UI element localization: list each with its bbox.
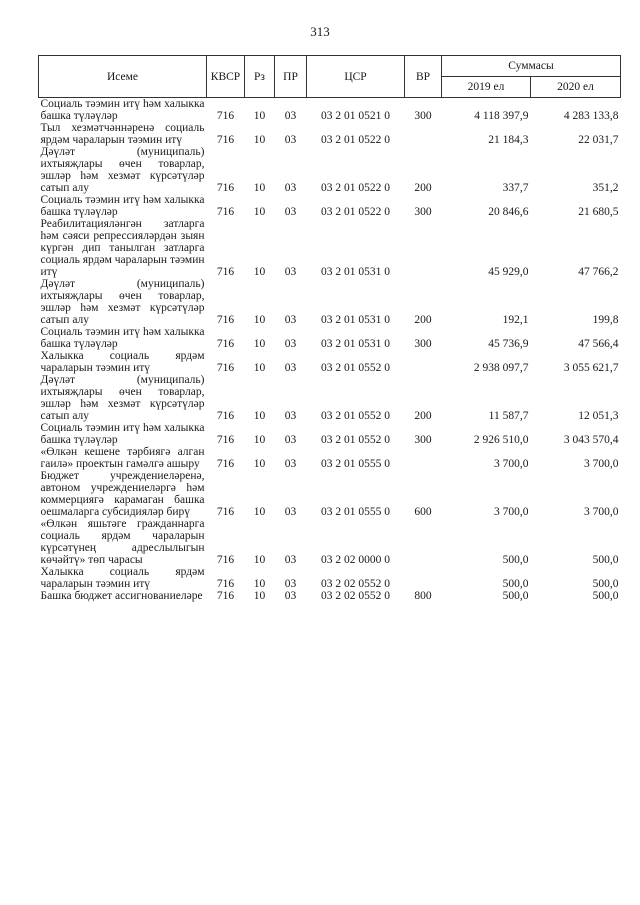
cell-amount-2020: 47 566,4 [578,338,619,350]
table-row [39,122,621,146]
cell-vr [405,350,442,374]
cell-amount-2019: 500,0 [502,590,529,602]
cell-rz: 10 [253,506,266,518]
cell-name: Социаль тәэмин итү һәм халыкка башка түләүләр [40,98,205,122]
cell-vr: 200 [414,314,432,326]
cell-csr: 03 2 02 0552 0 [321,578,390,590]
cell-kvsr: 716 [216,362,235,374]
cell-amount-2019: 500,0 [502,554,529,566]
cell-rz: 10 [253,314,266,326]
header-year-2019: 2019 ел [442,77,531,98]
cell-rz: 10 [253,590,266,602]
cell-amount-2020: 12 051,3 [578,410,619,422]
cell-pr: 03 [284,110,297,122]
cell-rz: 10 [253,434,266,446]
cell-rz: 10 [253,182,266,194]
table-header [39,56,621,98]
cell-csr: 03 2 01 0522 0 [321,134,390,146]
cell-name: Бюджет учреждениеләренә, автоном учреждениеләргә һәм коммерциягә карамаган башка оешмаларга субсидияләр бирү [40,470,205,518]
cell-vr: 200 [414,410,432,422]
cell-rz: 10 [253,458,266,470]
cell-name: Халыкка социаль ярдәм чараларын тәэмин итү [40,566,205,590]
cell-kvsr: 716 [216,338,235,350]
cell-kvsr: 716 [216,182,235,194]
cell-vr: 300 [414,434,432,446]
budget-table [38,55,621,602]
cell-amount-2019: 4 118 397,9 [474,110,529,122]
cell-amount-2019: 337,7 [502,182,529,194]
cell-pr: 03 [284,458,297,470]
header-name: Исеме [39,56,207,98]
cell-csr: 03 2 01 0552 0 [321,362,390,374]
cell-vr: 300 [414,338,432,350]
cell-amount-2020: 3 700,0 [584,458,619,470]
cell-kvsr: 716 [216,134,235,146]
cell-csr: 03 2 02 0552 0 [321,590,390,602]
cell-vr: 300 [414,206,432,218]
cell-csr: 03 2 01 0531 0 [321,266,390,278]
cell-csr: 03 2 02 0000 0 [321,554,390,566]
cell-amount-2020: 199,8 [592,314,619,326]
table-row [39,350,621,374]
cell-amount-2019: 20 846,6 [488,206,529,218]
cell-csr: 03 2 01 0555 0 [321,458,390,470]
cell-amount-2019: 2 926 510,0 [473,434,529,446]
cell-rz: 10 [253,554,266,566]
table-row [39,518,621,566]
cell-amount-2020: 500,0 [592,590,619,602]
table-body [39,98,621,603]
table-row [39,146,621,194]
cell-kvsr: 716 [216,314,235,326]
cell-name: Социаль тәэмин итү һәм халыкка башка түләүләр [40,422,205,446]
cell-amount-2019: 3 700,0 [494,506,529,518]
table-row [39,590,621,602]
cell-kvsr: 716 [216,578,235,590]
cell-kvsr: 716 [216,110,235,122]
header-rz: Рз [245,56,275,98]
cell-amount-2020: 3 043 570,4 [563,434,619,446]
cell-kvsr: 716 [216,506,235,518]
cell-name: Социаль тәэмин итү һәм халыкка башка түләүләр [40,194,205,218]
cell-pr: 03 [284,362,297,374]
cell-kvsr: 716 [216,266,235,278]
cell-kvsr: 716 [216,554,235,566]
cell-amount-2019: 45 736,9 [488,338,529,350]
cell-kvsr: 716 [216,206,235,218]
cell-pr: 03 [284,266,297,278]
cell-name: Халыкка социаль ярдәм чараларын тәэмин итү [40,350,205,374]
table-row [39,446,621,470]
cell-pr: 03 [284,554,297,566]
cell-name: Дәүләт (муниципаль) ихтыяҗлары өчен товарлар, эшләр һәм хезмәт күрсәтүләр сатып алу [40,146,205,194]
cell-name: Социаль тәэмин итү һәм халыкка башка түләүләр [40,326,205,350]
cell-pr: 03 [284,410,297,422]
cell-name: Реабилитацияләнгән затларга һәм сәяси репрессияләрдән зыян күргән дип танылган затларга социаль ярдәм чараларын тәэмин итү [40,218,205,278]
table-row [39,374,621,422]
table-row [39,218,621,278]
cell-name: Башка бюджет ассигнованиеләре [40,590,203,602]
cell-pr: 03 [284,506,297,518]
cell-csr: 03 2 01 0552 0 [321,410,390,422]
table-row [39,326,621,350]
cell-amount-2019: 500,0 [502,578,529,590]
header-pr: ПР [275,56,307,98]
cell-amount-2019: 192,1 [502,314,529,326]
cell-pr: 03 [284,206,297,218]
cell-csr: 03 2 01 0531 0 [321,314,390,326]
cell-csr: 03 2 01 0552 0 [321,434,390,446]
cell-csr: 03 2 01 0522 0 [321,182,390,194]
header-kvsr: КВСР [207,56,245,98]
header-csr: ЦСР [307,56,405,98]
cell-vr [405,218,442,278]
cell-pr: 03 [284,434,297,446]
page-number: 313 [310,24,330,39]
header-vr: ВР [405,56,442,98]
cell-rz: 10 [253,206,266,218]
cell-vr [405,446,442,470]
cell-rz: 10 [253,266,266,278]
cell-amount-2020: 21 680,5 [578,206,619,218]
cell-vr: 800 [414,590,432,602]
cell-amount-2019: 45 929,0 [488,266,529,278]
cell-vr [405,566,442,590]
cell-pr: 03 [284,590,297,602]
header-amounts: Суммасы [442,56,621,77]
cell-name: Дәүләт (муниципаль) ихтыяҗлары өчен товарлар, эшләр һәм хезмәт күрсәтүләр сатып алу [40,278,205,326]
cell-vr [405,122,442,146]
cell-csr: 03 2 01 0531 0 [321,338,390,350]
cell-rz: 10 [253,134,266,146]
cell-name: Тыл хезмәтчәннәренә социаль ярдәм чараларын тәэмин итү [40,122,205,146]
cell-csr: 03 2 01 0555 0 [321,506,390,518]
table-row [39,566,621,590]
cell-amount-2020: 500,0 [592,554,619,566]
cell-vr: 300 [414,110,432,122]
cell-rz: 10 [253,578,266,590]
cell-amount-2020: 47 766,2 [578,266,619,278]
table-row [39,98,621,123]
cell-vr: 200 [414,182,432,194]
cell-csr: 03 2 01 0522 0 [321,206,390,218]
cell-rz: 10 [253,110,266,122]
cell-kvsr: 716 [216,410,235,422]
table-row [39,422,621,446]
cell-amount-2020: 22 031,7 [578,134,619,146]
cell-vr [405,518,442,566]
cell-amount-2020: 3 055 621,7 [563,362,619,374]
cell-kvsr: 716 [216,458,235,470]
cell-amount-2020: 3 700,0 [584,506,619,518]
header-year-2020: 2020 ел [531,77,621,98]
cell-vr: 600 [414,506,432,518]
cell-pr: 03 [284,578,297,590]
cell-amount-2019: 2 938 097,7 [473,362,529,374]
cell-pr: 03 [284,314,297,326]
cell-amount-2020: 351,2 [592,182,619,194]
cell-rz: 10 [253,410,266,422]
table-row [39,470,621,518]
cell-pr: 03 [284,182,297,194]
table-row [39,278,621,326]
cell-name: Дәүләт (муниципаль) ихтыяҗлары өчен товарлар, эшләр һәм хезмәт күрсәтүләр сатып алу [40,374,205,422]
cell-amount-2019: 11 587,7 [488,410,529,422]
cell-name: «Өлкән кешене тәрбиягә алган гаилә» проектын гамәлгә ашыру [40,446,205,470]
cell-kvsr: 716 [216,590,235,602]
cell-amount-2019: 3 700,0 [494,458,529,470]
cell-kvsr: 716 [216,434,235,446]
cell-pr: 03 [284,134,297,146]
table-row [39,194,621,218]
cell-rz: 10 [253,338,266,350]
cell-amount-2019: 21 184,3 [488,134,529,146]
cell-rz: 10 [253,362,266,374]
cell-csr: 03 2 01 0521 0 [321,110,390,122]
cell-name: «Өлкән яшьтәге гражданнарга социаль ярдәм чараларын күрсәтүнең адреслылыгын көчәйтү» төп чарасы [40,518,205,566]
cell-amount-2020: 500,0 [592,578,619,590]
cell-pr: 03 [284,338,297,350]
cell-amount-2020: 4 283 133,8 [563,110,619,122]
